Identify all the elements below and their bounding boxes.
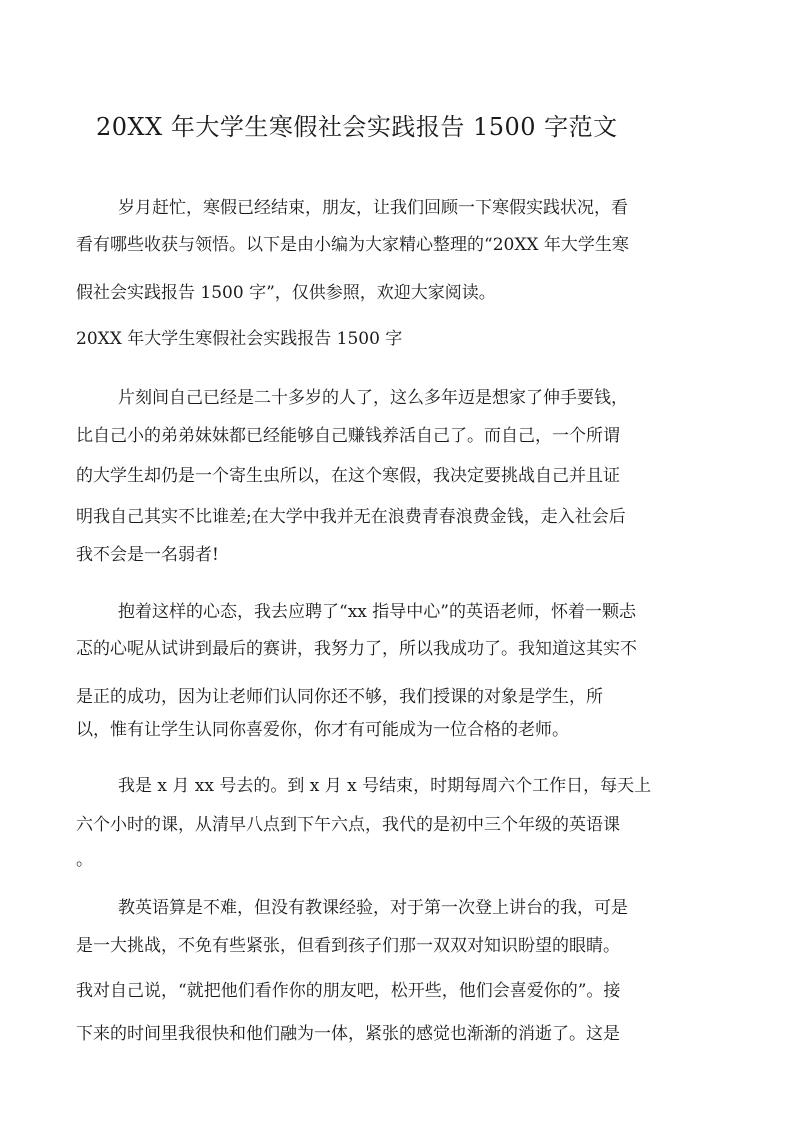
para2-line-4: 以，惟有让学生认同你喜爱你，你才有可能成为一位合格的老师。 <box>76 720 569 740</box>
para3-line-3: 。 <box>76 850 93 870</box>
para2-line-2: 忑的心呢从试讲到最后的赛讲，我努力了，所以我成功了。我知道这其实不 <box>76 639 637 659</box>
section-subtitle: 20XX 年大学生寒假社会实践报告 1500 字 <box>76 329 403 349</box>
para4-line-3: 我对自己说，“就把他们看作你的朋友吧，松开些，他们会喜爱你的”。接 <box>76 981 621 1001</box>
para1-line-5: 我不会是一名弱者! <box>76 545 219 565</box>
para2-line-3: 是正的成功，因为让老师们认同你还不够，我们授课的对象是学生，所 <box>76 687 603 707</box>
para1-line-1: 片刻间自己已经是二十多岁的人了，这么多年迈是想家了伸手要钱， <box>118 388 628 408</box>
intro-line-2: 看有哪些收获与领悟。以下是由小编为大家精心整理的“20XX 年大学生寒 <box>76 235 629 255</box>
para4-line-4: 下来的时间里我很快和他们融为一体，紧张的感觉也渐渐的消逝了。这是 <box>76 1024 620 1044</box>
para4-line-2: 是一大挑战，不免有些紧张，但看到孩子们那一双双对知识盼望的眼睛。 <box>76 936 620 956</box>
intro-line-3: 假社会实践报告 1500 字”，仅供参照，欢迎大家阅读。 <box>76 283 496 303</box>
para2-line-1: 抱着这样的心态，我去应聘了“xx 指导中心”的英语老师，怀着一颗忐 <box>118 602 636 622</box>
document-title: 20XX 年大学生寒假社会实践报告 1500 字范文 <box>96 113 618 141</box>
para1-line-4: 明我自己其实不比谁差;在大学中我并无在浪费青春浪费金钱，走入社会后 <box>76 507 626 527</box>
para3-line-1: 我是 x 月 xx 号去的。到 x 月 x 号结束，时期每周六个工作日，每天上 <box>118 776 652 796</box>
para4-line-1: 教英语算是不难，但没有教课经验，对于第一次登上讲台的我，可是 <box>118 898 628 918</box>
para1-line-2: 比自己小的弟弟妹妹都已经能够自己赚钱养活自己了。而自己，一个所谓 <box>76 426 620 446</box>
para1-line-3: 的大学生却仍是一个寄生虫所以，在这个寒假，我决定要挑战自己并且证 <box>76 466 620 486</box>
intro-line-1: 岁月赶忙，寒假已经结束，朋友，让我们回顾一下寒假实践状况，看 <box>118 198 628 218</box>
para3-line-2: 六个小时的课，从清早八点到下午六点，我代的是初中三个年级的英语课 <box>76 815 620 835</box>
